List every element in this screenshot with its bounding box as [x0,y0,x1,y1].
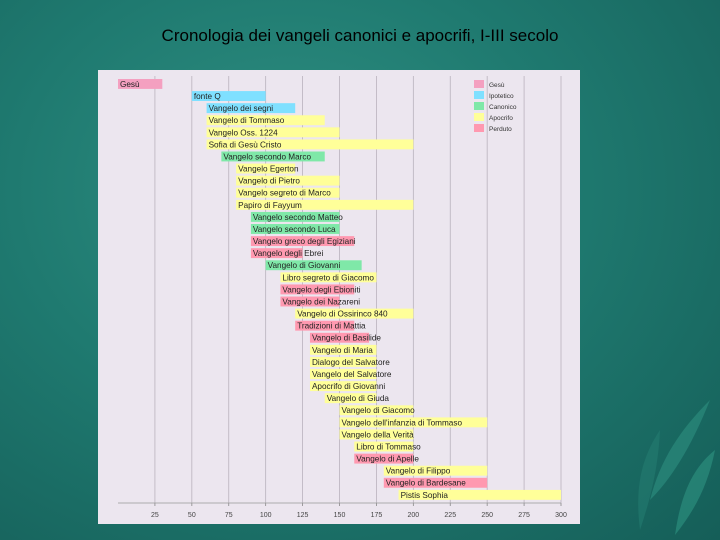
legend-label: Ipotetico [489,93,514,100]
bar-label: fonte Q [193,91,221,101]
x-tick-label: 150 [333,512,346,519]
bar-label: Vangelo di Ossirinco 840 [297,309,388,319]
bar-label: Vangelo secondo Matteo [252,212,343,222]
bar-label: Vangelo greco degli Egiziani [252,237,356,247]
x-tick-label: 100 [259,512,272,519]
bar-label: Vangelo dell'infanzia di Tommaso [341,418,463,428]
x-tick-label: 300 [555,512,567,519]
bar-label: Vangelo di Giuda [326,394,389,404]
bar-label: Gesù [120,79,140,89]
legend-swatch [474,91,484,99]
bar-label: Apocrifo di Giovanni [311,382,386,392]
bar-label: Tradizioni di Mattia [297,321,366,331]
bar-label: Vangelo di Filippo [385,466,451,476]
legend-swatch [474,102,484,110]
bar-label: Vangelo di Bardesane [385,478,466,488]
legend-label: Canonico [489,104,517,111]
bar-label: Dialogo del Salvatore [311,357,390,367]
x-tick-label: 200 [407,512,420,519]
bar-label: Vangelo Egerton [238,164,299,174]
bar-label: Vangelo dei Nazareni [282,297,361,307]
bar-label: Vangelo di Pietro [238,176,300,186]
x-tick-label: 225 [444,512,457,519]
bar-label: Vangelo Oss. 1224 [208,128,278,138]
x-tick-label: 50 [187,512,196,519]
slide-title: Cronologia dei vangeli canonici e apocrifi, I-III secolo [161,26,559,45]
bar-label: Vangelo di Giovanni [267,261,341,271]
bar-label: Vangelo secondo Marco [223,152,312,162]
bar-label: Vangelo secondo Luca [252,224,336,234]
legend-label: Apocrifo [489,115,513,122]
x-tick-label: 125 [296,512,309,519]
x-tick-label: 275 [518,512,530,519]
bar-label: Vangelo di Apelle [356,454,419,464]
bar-label: Vangelo segreto di Marco [238,188,331,198]
bar-label: Sofia di Gesù Cristo [208,140,282,150]
bar-label: Libro segreto di Giacomo [282,273,374,283]
bar-label: Pistis Sophia [400,490,448,500]
legend-swatch [474,113,484,121]
chart-frame [98,70,580,524]
legend-swatch [474,124,484,132]
bar-label: Papiro di Fayyum [238,200,302,210]
bar-label: Vangelo degli Ebrei [252,249,324,259]
x-tick-label: 250 [481,512,494,519]
bar-label: Libro di Tommaso [356,442,421,452]
bar-label: Vangelo di Maria [311,345,373,355]
bar-label: Vangelo dei segni [208,104,274,114]
bar-label: Vangelo di Basilide [311,333,382,343]
bar-label: Vangelo della Verità [341,430,414,440]
bar-label: Vangelo del Salvatore [311,369,392,379]
x-tick-label: 25 [151,512,159,519]
legend-label: Gesù [489,82,505,89]
x-tick-label: 75 [224,512,233,519]
legend-swatch [474,80,484,88]
bar-label: Vangelo di Giacomo [341,406,415,416]
background-leaf-decoration [540,390,720,540]
legend-label: Perduto [489,126,512,133]
bar-label: Vangelo di Tommaso [208,116,285,126]
bar-label: Vangelo degli Ebioniti [282,285,361,295]
timeline-chart [98,70,580,524]
x-tick-label: 175 [370,512,383,519]
